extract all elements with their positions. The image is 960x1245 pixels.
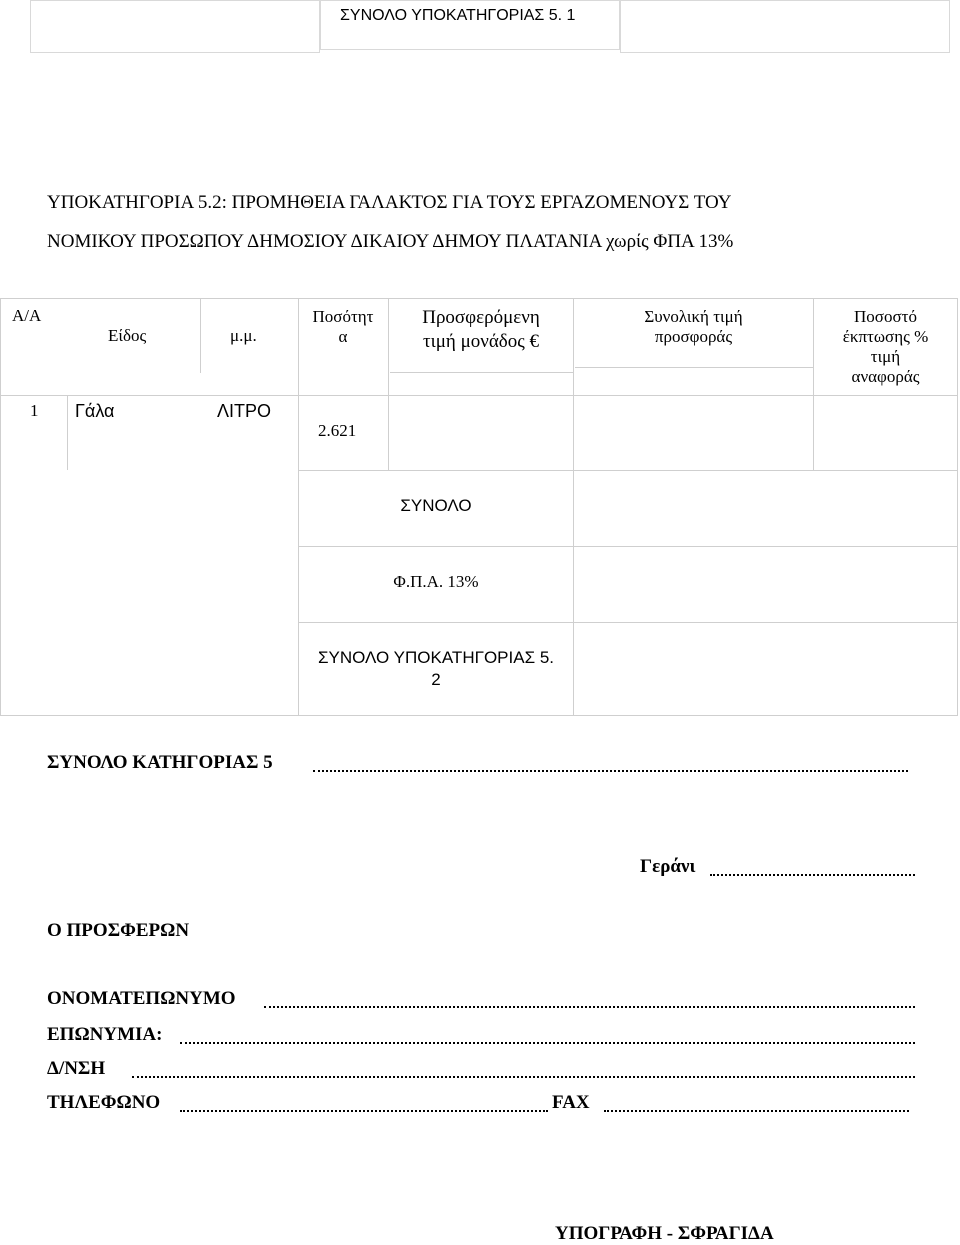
header-item: Είδος bbox=[108, 326, 147, 345]
header-discount-line3: τιμή bbox=[870, 347, 901, 366]
summary-line-3 bbox=[298, 622, 958, 623]
col-line-2 bbox=[200, 298, 201, 373]
bidder-company-label: ΕΠΩΝΥΜΙΑ: bbox=[47, 1024, 163, 1045]
place-label: Γεράνι bbox=[640, 856, 696, 877]
col-line-1 bbox=[67, 395, 68, 470]
table-border-bottom bbox=[0, 715, 958, 716]
summary-top-line bbox=[298, 470, 958, 471]
header-total-price-line1: Συνολική τιμή bbox=[644, 307, 743, 326]
header-total-price-line2: προσφοράς bbox=[654, 327, 733, 346]
row-unit: ΛΙΤΡΟ bbox=[217, 401, 272, 421]
table-border-left bbox=[0, 298, 1, 716]
summary-line-2 bbox=[298, 546, 958, 547]
top-box-left bbox=[30, 0, 320, 53]
col-line-5 bbox=[573, 298, 574, 716]
table-border-right bbox=[957, 298, 958, 716]
summary-subtotal-line1: ΣΥΝΟΛΟ ΥΠΟΚΑΤΗΓΟΡΙΑΣ 5. bbox=[318, 648, 554, 667]
bidder-name-label: ΟΝΟΜΑΤΕΠΩΝΥΜΟ bbox=[47, 988, 236, 1009]
bidder-phone-dots bbox=[180, 1110, 548, 1112]
header-discount-line1: Ποσοστό bbox=[854, 307, 917, 326]
header-quantity-line2: α bbox=[338, 327, 348, 346]
header-quantity bbox=[299, 307, 387, 347]
row-separator bbox=[0, 395, 958, 396]
bidder-fax-dots bbox=[604, 1110, 909, 1112]
row-aa: 1 bbox=[30, 401, 39, 420]
price-header-line bbox=[390, 372, 573, 373]
summary-subtotal-line2: 2 bbox=[431, 670, 441, 689]
header-quantity-line1: Ποσότητ bbox=[312, 307, 374, 326]
header-unit-price-line1: Προσφερόμενη bbox=[422, 307, 540, 328]
bidder-address-dots bbox=[132, 1076, 915, 1078]
bidder-fax-label: FAX bbox=[552, 1092, 590, 1113]
bidder-company-dots bbox=[180, 1042, 915, 1044]
summary-vat-label: Φ.Π.Α. 13% bbox=[393, 572, 479, 591]
row-quantity: 2.621 bbox=[318, 421, 357, 440]
summary-total-label: ΣΥΝΟΛΟ bbox=[400, 496, 472, 515]
subcategory-heading-line1: ΥΠΟΚΑΤΗΓΟΡΙΑ 5.2: ΠΡΟΜΗΘΕΙΑ ΓΑΛΑΚΤΟΣ ΓΙΑ ΤΟΥΣ ΕΡΓΑΖΟΜΕΝΟΥΣ ΤΟΥ bbox=[47, 192, 732, 213]
header-discount bbox=[814, 307, 957, 387]
bidder-name-dots bbox=[264, 1006, 915, 1008]
header-total-price bbox=[574, 307, 813, 347]
place-dots bbox=[710, 874, 915, 876]
header-unit-price-line2: τιμή μονάδος € bbox=[422, 331, 540, 352]
row-item: Γάλα bbox=[75, 401, 115, 421]
summary-subtotal-label bbox=[299, 647, 573, 691]
bidder-phone-label: ΤΗΛΕΦΩΝΟ bbox=[47, 1092, 161, 1113]
table-border-top bbox=[0, 298, 958, 299]
category-total-dots bbox=[313, 770, 908, 772]
top-box-label: ΣΥΝΟΛΟ ΥΠΟΚΑΤΗΓΟΡΙΑΣ 5. 1 bbox=[340, 7, 576, 24]
signature-label: ΥΠΟΓΡΑΦΗ - ΣΦΡΑΓΙΔΑ bbox=[555, 1223, 774, 1244]
header-discount-line2: έκπτωσης % bbox=[842, 327, 929, 346]
header-aa: Α/Α bbox=[12, 306, 42, 325]
header-discount-line4: αναφοράς bbox=[851, 367, 920, 386]
subcategory-heading-line2: ΝΟΜΙΚΟΥ ΠΡΟΣΩΠΟΥ ΔΗΜΟΣΙΟΥ ΔΙΚΑΙΟΥ ΔΗΜΟΥ ΠΛΑΤΑΝΙΑ χωρίς ΦΠΑ 13% bbox=[47, 231, 734, 252]
total-header-line bbox=[575, 367, 813, 368]
category-total-label: ΣΥΝΟΛΟ ΚΑΤΗΓΟΡΙΑΣ 5 bbox=[47, 752, 273, 773]
top-box-right bbox=[620, 0, 950, 53]
header-unit: μ.μ. bbox=[230, 326, 257, 345]
bidder-title: Ο ΠΡΟΣΦΕΡΩΝ bbox=[47, 920, 190, 941]
bidder-address-label: Δ/ΝΣΗ bbox=[47, 1058, 106, 1079]
header-unit-price bbox=[389, 306, 573, 354]
